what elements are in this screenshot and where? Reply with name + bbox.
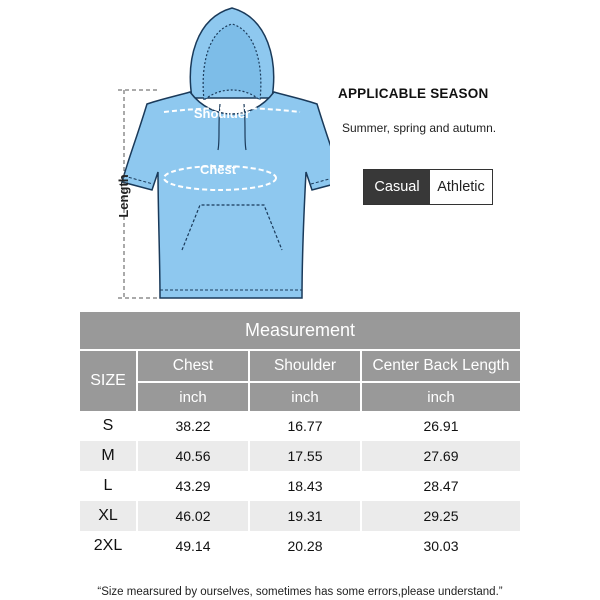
size-cell: S (80, 411, 138, 441)
shoulder-cell: 18.43 (250, 471, 362, 501)
size-chart-table (80, 312, 520, 561)
table-row (80, 471, 520, 501)
chest-label: Chest (199, 162, 237, 177)
length-cell: 27.69 (362, 441, 520, 471)
table-row (80, 411, 520, 441)
style-athletic: Athletic (430, 170, 492, 204)
column-header-chest: Chest (138, 351, 250, 383)
unit-shoulder: inch (250, 383, 362, 411)
length-cell: 28.47 (362, 471, 520, 501)
shoulder-cell: 16.77 (250, 411, 362, 441)
shoulder-cell: 19.31 (250, 501, 362, 531)
unit-length: inch (362, 383, 520, 411)
hoodie-body (122, 92, 330, 298)
length-cell: 26.91 (362, 411, 520, 441)
chest-cell: 38.22 (138, 411, 250, 441)
chest-cell: 46.02 (138, 501, 250, 531)
style-toggle (363, 169, 493, 205)
style-casual: Casual (364, 170, 430, 204)
size-cell: 2XL (80, 531, 138, 561)
size-header: SIZE (80, 351, 138, 411)
unit-chest: inch (138, 383, 250, 411)
column-header-shoulder: Shoulder (250, 351, 362, 383)
length-label: Length (116, 174, 131, 218)
length-cell: 30.03 (362, 531, 520, 561)
shoulder-cell: 20.28 (250, 531, 362, 561)
season-title: APPLICABLE SEASON (338, 86, 489, 101)
season-text: Summer, spring and autumn. (342, 121, 497, 135)
table-row (80, 441, 520, 471)
size-note: “Size mearsured by ourselves, sometimes has some errors,please understand.” (97, 586, 503, 598)
length-cell: 29.25 (362, 501, 520, 531)
chest-cell: 40.56 (138, 441, 250, 471)
size-cell: XL (80, 501, 138, 531)
hoodie-illustration (0, 0, 330, 310)
chest-cell: 49.14 (138, 531, 250, 561)
column-header-length: Center Back Length (362, 351, 520, 383)
chest-cell: 43.29 (138, 471, 250, 501)
size-cell: L (80, 471, 138, 501)
shoulder-cell: 17.55 (250, 441, 362, 471)
table-title: Measurement (80, 312, 520, 351)
table-row (80, 501, 520, 531)
shoulder-label: Shoulder (193, 106, 251, 121)
size-cell: M (80, 441, 138, 471)
table-row (80, 531, 520, 561)
